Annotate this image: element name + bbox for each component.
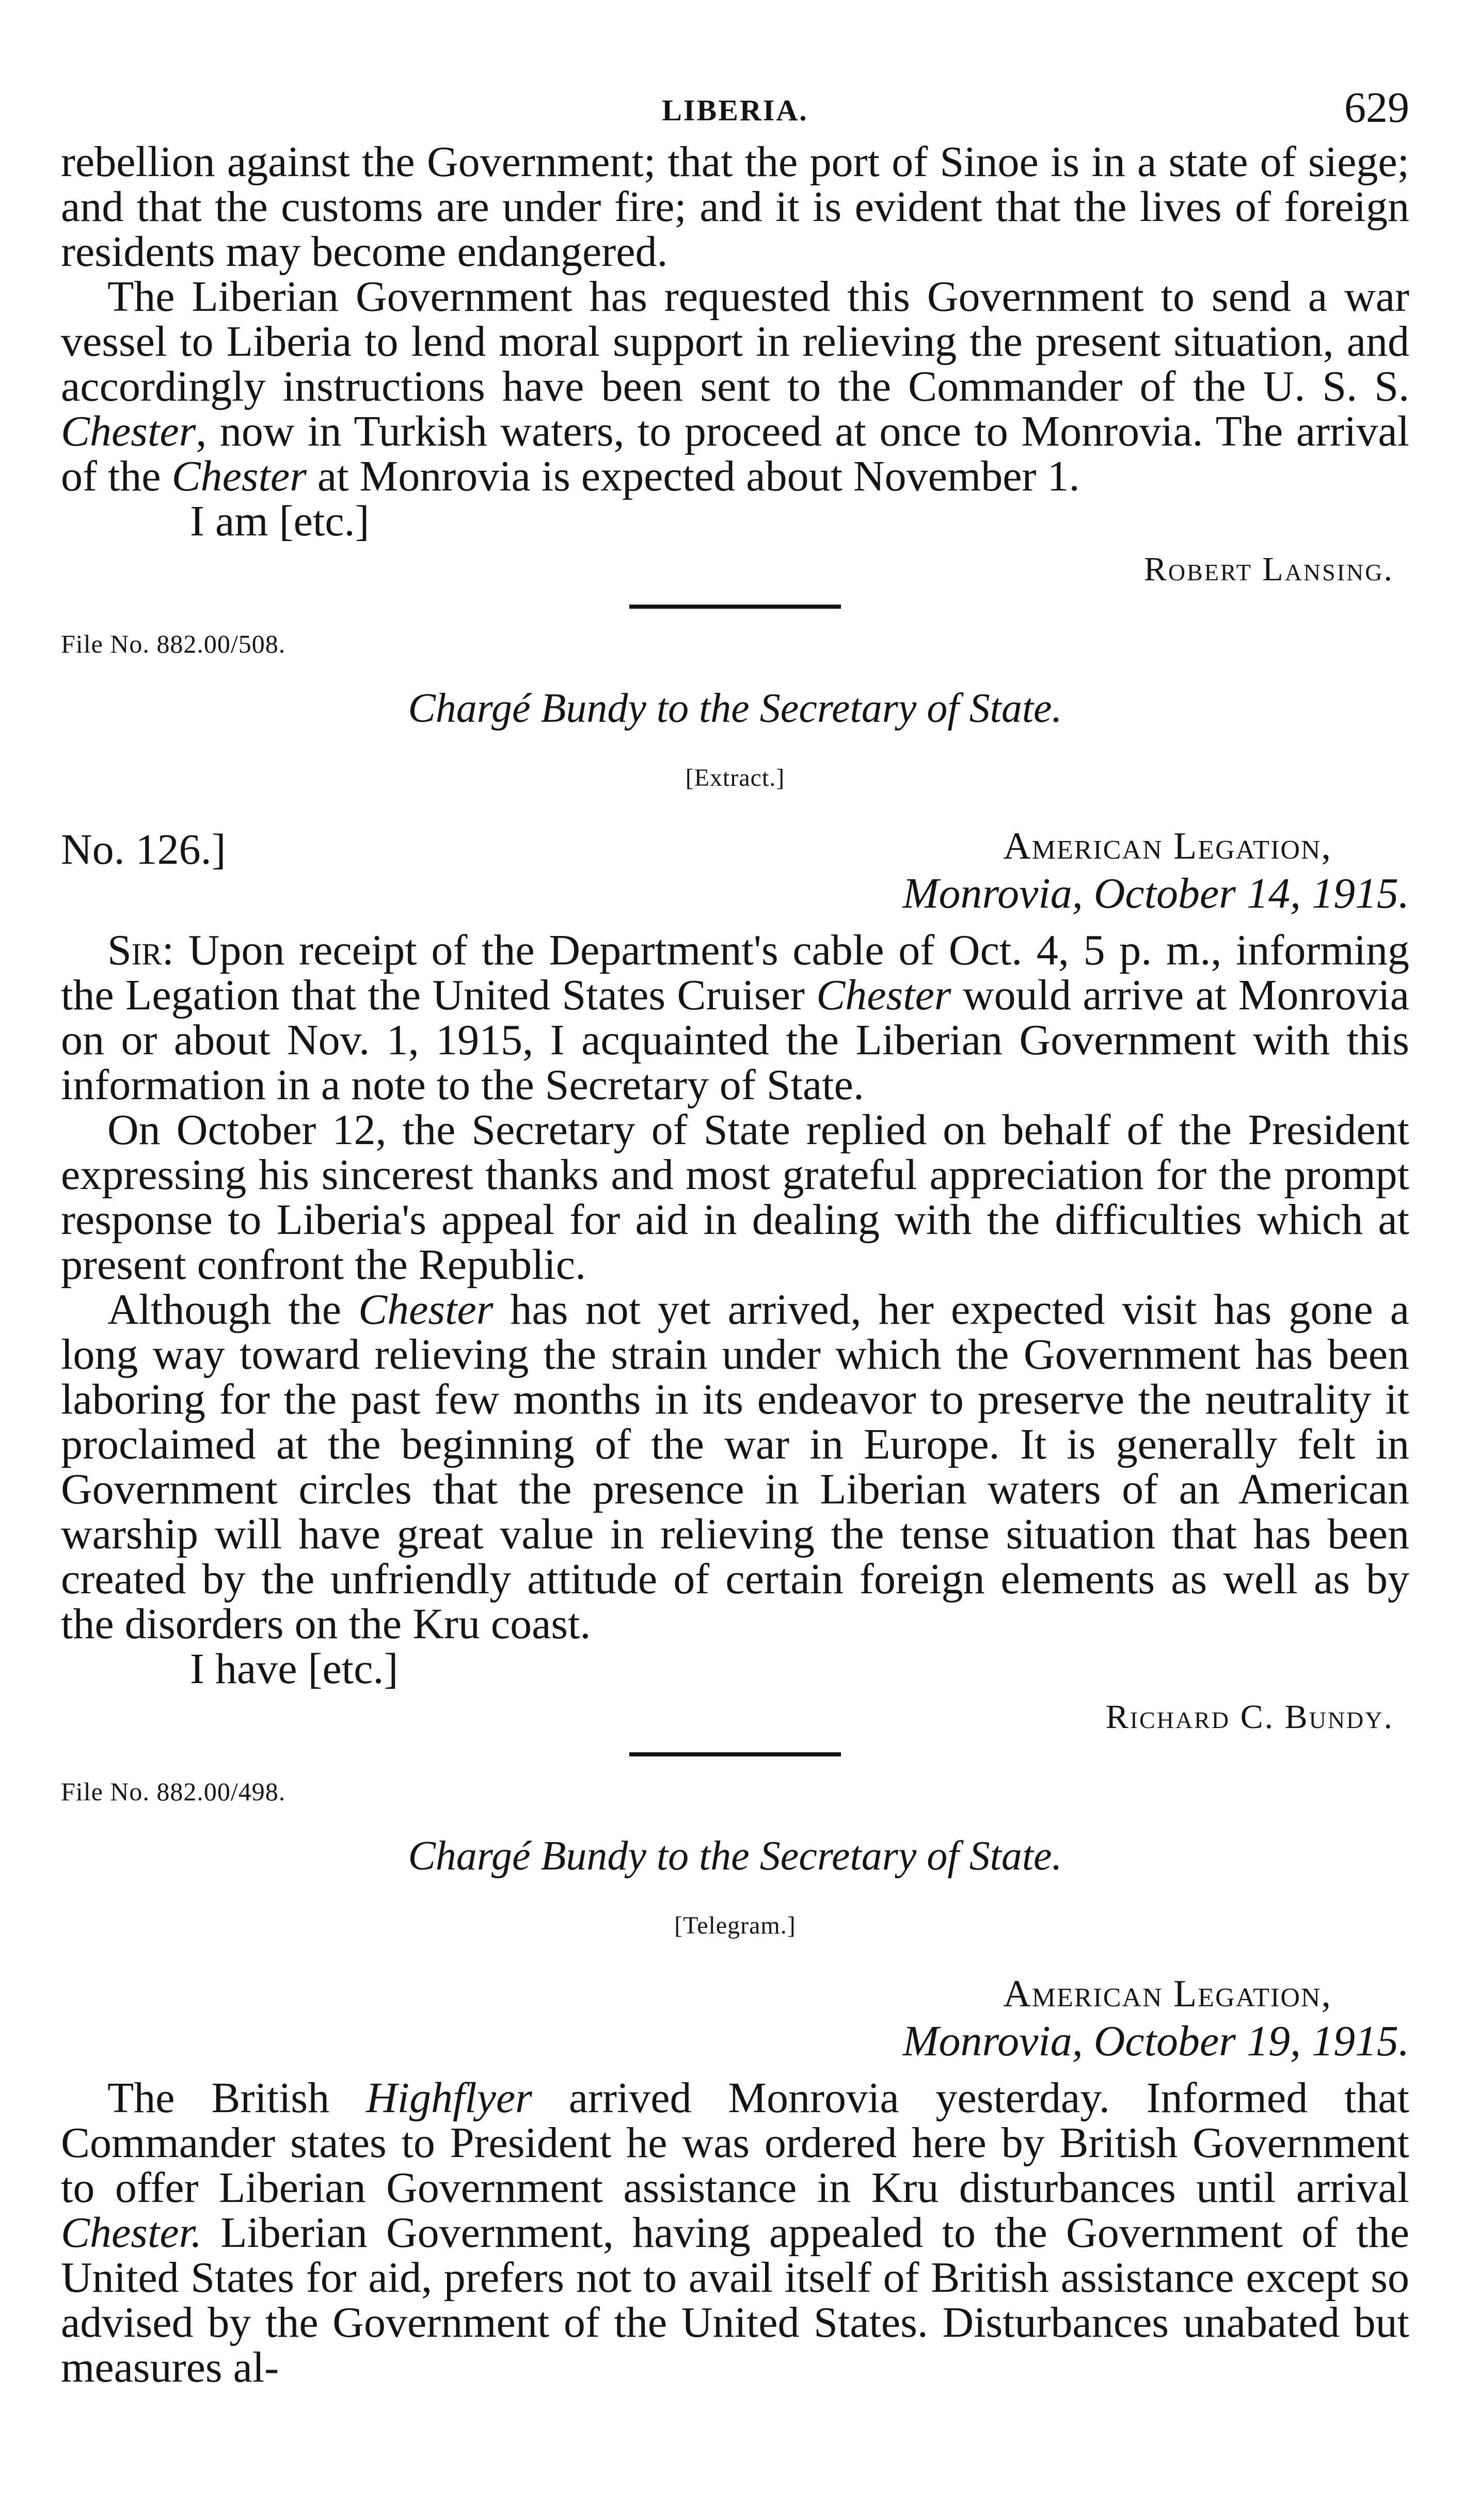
section-divider <box>629 605 841 609</box>
text-fragment: at Monrovia is expected about November 1. <box>306 452 1080 500</box>
doc2-paragraph-1 <box>61 928 1409 1107</box>
doc2-signature: Richard C. Bundy. <box>1105 1698 1394 1736</box>
ship-name: Chester <box>61 407 196 455</box>
running-head <box>61 77 1409 139</box>
document-heading: Chargé Bundy to the Secretary of State. <box>408 1833 1062 1879</box>
document-page <box>61 77 1409 2390</box>
document-number: No. 126.] <box>61 826 226 874</box>
doc2-paragraph-3 <box>61 1287 1409 1646</box>
letter1-closing: I am [etc.] <box>190 497 370 545</box>
text-fragment: would arrive at Monrovia on or about Nov. 1, 1915, I acquainted the Liberian Government with this information in a note to the Secretary of State. <box>61 971 1409 1109</box>
page-number: 629 <box>1344 84 1409 132</box>
text-fragment: Liberian Government, having appealed to the Government of the United States for aid, prefers not to avail itself of British assistance except so advised by the Government of the United States. Disturbances unabated but measures al- <box>61 2209 1409 2391</box>
legation-name: American Legation, <box>1003 1973 1332 2015</box>
place-date: Monrovia, October 19, 1915. <box>902 2017 1409 2065</box>
file-number: File No. 882.00/498. <box>61 1777 286 1806</box>
legation-name: American Legation, <box>1003 825 1332 867</box>
salutation: Sir <box>107 926 162 974</box>
document-type-note: [Extract.] <box>685 764 785 791</box>
dateline <box>61 819 1409 923</box>
ship-name: Chester <box>171 452 307 500</box>
text-fragment: Although the <box>107 1286 359 1334</box>
text-fragment: has not yet arrived, her expected visit has gone a long way toward relieving the strain under which the Government has been laboring for the past few months in its endeavor to preserve the neutrality it proclaimed at the beginning of the war in Europe. It is generally felt in Government circles that the presence in Liberian waters of an American warship will have great value in relieving the tense situation that has been created by the unfriendly attitude of certain foreign elements as well as by the disorders on the Kru coast. <box>61 1286 1409 1648</box>
doc2-paragraph-2: On October 12, the Secretary of State replied on behalf of the President expressing his sincerest thanks and most grateful appreciation for the prompt response to Liberia's appeal for aid in dealing with the difficulties which at present confront the Republic. <box>61 1106 1409 1289</box>
letter1-signature: Robert Lansing. <box>1143 550 1394 588</box>
ship-name: Highflyer <box>365 2074 532 2122</box>
file-number: File No. 882.00/508. <box>61 629 286 658</box>
text-fragment: arrived Monrovia yesterday. Informed that Commander states to President he was ordered here by British Government to offer Liberian Government assistance in Kru disturbances until arrival <box>61 2074 1409 2212</box>
ship-name: Chester <box>358 1286 494 1334</box>
section-divider <box>629 1752 841 1756</box>
ship-name: Chester <box>816 971 951 1019</box>
running-title: LIBERIA. <box>662 93 808 127</box>
ship-name: Chester. <box>61 2209 202 2257</box>
doc2-closing: I have [etc.] <box>190 1645 399 1693</box>
letter1-paragraph-2 <box>61 274 1409 499</box>
dateline <box>61 1967 1409 2070</box>
document-type-note: [Telegram.] <box>674 1912 796 1939</box>
text-fragment: The Liberian Government has requested this Government to send a war vessel to Liberia to lend moral support in relieving the present situation, and accordingly instructions have been sent to the Commander of the U. S. S. <box>61 273 1409 410</box>
place-date: Monrovia, October 14, 1915. <box>902 869 1409 917</box>
text-fragment: The British <box>107 2074 366 2122</box>
text-fragment: , now in Turkish waters, to proceed at once to Monrovia. The arrival of the <box>61 407 1409 500</box>
document-heading: Chargé Bundy to the Secretary of State. <box>408 686 1062 731</box>
text-fragment: : Upon receipt of the Department's cable of Oct. 4, 5 p. m., informing the Legation that the United States Cruiser <box>61 926 1409 1019</box>
doc3-paragraph-1 <box>61 2075 1409 2390</box>
letter1-paragraph-1: rebellion against the Government; that the port of Sinoe is in a state of siege; and that the customs are under fire; and it is evident that the lives of foreign residents may become endangered. <box>61 138 1409 276</box>
